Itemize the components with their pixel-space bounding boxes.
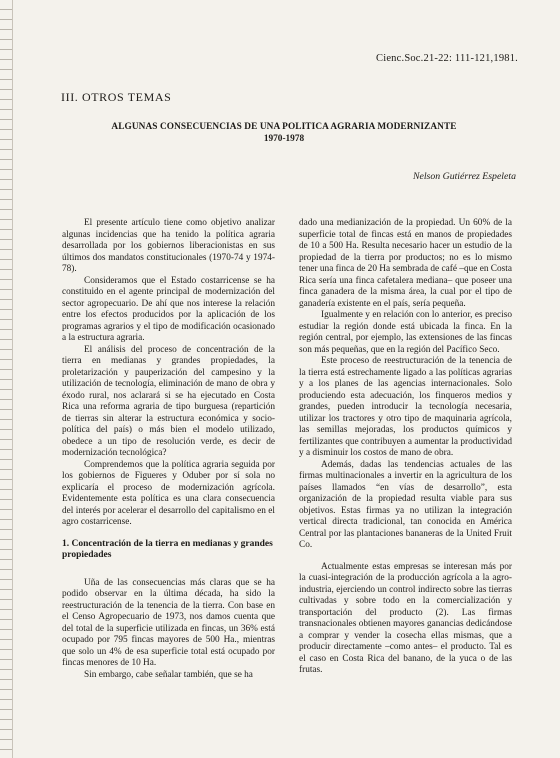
article-title: ALGUNAS CONSECUENCIAS DE UNA POLITICA AGRARIA MODERNIZANTE [111,122,457,132]
section-heading: III. OTROS TEMAS [61,90,172,104]
page-binding-edge [0,0,13,758]
paragraph: Este proceso de reestructuración de la tenencia de la tierra está estrechamente ligado a las políticas agrarias y a los planes de las agencias internacionales. Solo produciendo esta adecuación, los finqueros medios y grandes, pueden introducir la tecnología necesaria, utilizar los tractores y otro tipo de maquinaria agrícola, las semillas mejoradas, los productos químicos y fertilizantes que contribuyen a aumentar la productividad y a disminuir los costos de mano de obra. [299,356,512,458]
paragraph: dado una medianización de la propiedad. Un 60% de la superficie total de fincas está en manos de propiedades de 10 a 500 Ha. Resulta necesario hacer un estudio de la propiedad de la tierra por productos; no es lo mismo tener una finca de 20 Ha sembrada de café –que en Costa Rica sería una finca cafetalera mediana– que poseer una finca ganadera de la misma área, la cual por el tipo de ganadería existente en el país, sería pequeña. [299,218,512,309]
paragraph: Comprendemos que la política agraria seguida por los gobiernos de Figueres y Oduber por sí sola no explicaría el proceso de modernización agrícola. Evidentemente esta política es una clara consecuencia del interés por acelerar el desarrollo del capitalismo en el agro costarricense. [62,459,275,527]
subsection-heading: 1. Concentración de la tierra en medianas y grandes propiedades [62,538,273,560]
right-column [299,218,512,677]
paragraph: Sin embargo, cabe señalar también, que se ha [84,669,253,680]
paragraph: Igualmente y en relación con lo anterior, es preciso estudiar la región donde está ubicada la finca. En la región central, por ejemplo, las extensiones de las fincas son más pequeñas, que en la región del Pacífico Seco. [299,310,512,355]
paragraph: El análisis del proceso de concentración de la tierra en medianas y grandes propiedades, la proletarización y pauperización del campesino y la utilización de tecnología, eliminación de mano de obra y éxodo rural, nos aclarará si se ha ejecutado en Costa Rica una reforma agraria de tipo burguesa (repartición de tierras sin alterar la estructura económica y socio-política del país) o más bien el modelo utilizado, obedece a un tipo de resolución verde, es decir de modernización tecnológica? [62,344,275,458]
paragraph: Actualmente estas empresas se interesan más por la cuasi-integración de la producción agrícola a la agro-industria, ejerciendo un control indirecto sobre las tierras cultivadas y sobre todo en la comercialización y transportación del producto (2). Las firmas transnacionales obtienen mayores ganancias dedicándose a comprar y vender la cosecha ellas mismas, que a producir directamente –como antes– el producto. Tal es el caso en Costa Rica del banano, de la yuca o de las frutas. [299,561,512,675]
paragraph: Consideramos que el Estado costarricense se ha constituido en el agente principal de modernización del sector agropecuario. De ahí que nos interese la relación entre los efectos producidos por la aplicación de los programas agrarios y el tipo de modificación ocasionado a la estructura agraria. [62,275,275,343]
paragraph: El presente artículo tiene como objetivo analizar algunas incidencias que ha tenido la política agraria desarrollada por los gobiernos liberacionistas en sus últimos dos mandatos constitucionales (1970-74 y 1974-78). [62,218,275,274]
paragraph: Uña de las consecuencias más claras que se ha podido observar en la última década, ha sido la reestructuración de la tenencia de la tierra. Con base en el Censo Agropecuario de 1973, nos damos cuenta que del total de la superficie utilizada en fincas, un 36% está ocupado por 795 fincas mayores de 500 Ha., mientras que solo un 4% de esa superficie total está ocupado por fincas menores de 10 Ha. [62,577,275,668]
paragraph: Además, dadas las tendencias actuales de las firmas multinacionales a invertir en la agricultura de los países llamados “en vías de desarrollo”, esta organización de la propiedad resulta viable para sus objetivos. Estas firmas ya no utilizan la integración vertical directa tradicional, tan conocida en América Central por las plantaciones bananeras de la United Fruit Co. [299,459,512,550]
article-years: 1970-1978 [263,134,305,144]
article-author: Nelson Gutiérrez Espeleta [412,171,516,182]
journal-citation: Cienc.Soc.21-22: 111-121,1981. [376,53,518,64]
left-column [62,218,275,681]
